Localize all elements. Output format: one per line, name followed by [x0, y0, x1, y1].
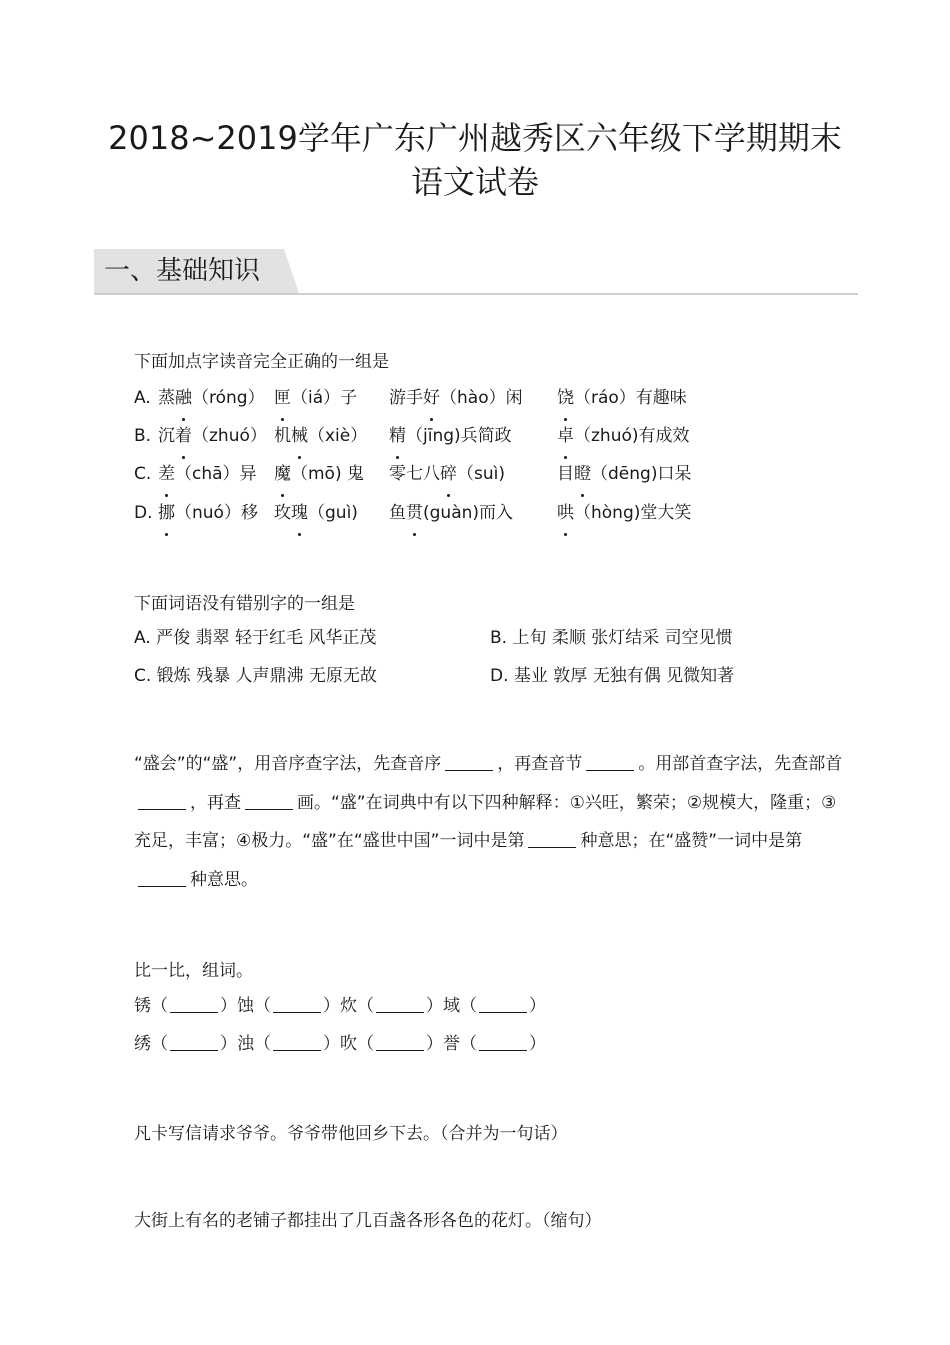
q4-char: ） — [529, 1034, 546, 1054]
dotted-character: 匣 — [274, 384, 291, 412]
q1-word — [274, 422, 367, 450]
q3-text-2: ，再查音节 — [497, 754, 583, 774]
word-text: （ráo）有趣味 — [574, 388, 687, 408]
dotted-character: 哄 — [557, 499, 574, 527]
word-text: （hòng)堂大笑 — [574, 503, 692, 523]
word-text: （zhuó)有成效 — [574, 426, 690, 446]
q4-char: ）浊（ — [220, 1034, 271, 1054]
option-label: A. — [134, 388, 151, 408]
q2-option-d: D. 基业 敦厚 无独有偶 见微知著 — [490, 666, 735, 686]
q1-word — [274, 460, 364, 488]
dotted-character: 贯 — [406, 499, 423, 527]
q4-stem: 比一比，组词。 — [134, 961, 253, 981]
word-text: 蒸 — [158, 388, 175, 408]
q1-word — [557, 499, 691, 527]
word-text: 玫 — [274, 503, 291, 523]
dotted-character: 精 — [389, 422, 406, 450]
q1-stem: 下面加点字读音完全正确的一组是 — [134, 352, 389, 372]
q1-word — [274, 384, 357, 412]
q1-word — [158, 422, 267, 450]
q4-char: ）域（ — [426, 996, 477, 1016]
word-text: （iá）子 — [291, 388, 358, 408]
dotted-character: 差 — [158, 460, 175, 488]
option-label: C. — [134, 464, 152, 484]
section-title: 一、基础知识 — [104, 256, 261, 286]
dotted-character: 挪 — [158, 499, 175, 527]
q1-word — [557, 422, 690, 450]
dotted-character: 瑰 — [291, 499, 308, 527]
section-divider — [94, 293, 858, 295]
dotted-character: 着 — [175, 422, 192, 450]
word-text: （zhuó） — [192, 426, 267, 446]
q6-text: 大街上有名的老铺子都挂出了几百盏各形各色的花灯。（缩句） — [134, 1211, 602, 1231]
document-title — [60, 116, 890, 204]
title-line-2: 语文试卷 — [410, 163, 539, 201]
answer-blank[interactable] — [273, 1034, 321, 1051]
option-label: D. — [134, 503, 153, 523]
answer-blank[interactable] — [586, 754, 634, 771]
q4-char: ）誉（ — [426, 1034, 477, 1054]
answer-blank[interactable] — [528, 831, 576, 848]
answer-blank[interactable] — [170, 996, 218, 1013]
word-text: 零七八 — [389, 464, 440, 484]
q3-paragraph — [134, 745, 849, 899]
section-header — [94, 249, 858, 295]
q5-text: 凡卡写信请求爷爷。爷爷带他回乡下去。（合并为一句话） — [134, 1124, 568, 1144]
q2-option-c: C. 锻炼 残暴 人声鼎沸 无原无故 — [134, 666, 377, 686]
dotted-character: 好 — [423, 384, 440, 412]
q3-text-6: 种意思；在“盛赞”一词中是第 — [580, 831, 803, 851]
q1-word — [389, 499, 513, 527]
answer-blank[interactable] — [479, 996, 527, 1013]
answer-blank[interactable] — [170, 1034, 218, 1051]
q1-word — [158, 384, 265, 412]
answer-blank[interactable] — [445, 754, 493, 771]
answer-blank[interactable] — [479, 1034, 527, 1051]
q1-word — [557, 460, 691, 488]
word-text: （xiè） — [308, 426, 368, 446]
answer-blank[interactable] — [245, 793, 293, 810]
q1-word — [557, 384, 687, 412]
word-text: （guì) — [308, 503, 358, 523]
q2-option-a: A. 严俊 翡翠 轻于红毛 风华正茂 — [134, 628, 377, 648]
word-text: 机 — [274, 426, 291, 446]
q1-word — [389, 422, 512, 450]
q3-text-5: 画。“盛”在词典中有以下四种解释：①兴旺，繁荣；②规模大，隆重；③充足，丰富；④极力。“盛”在“盛世中国”一词中是第 — [134, 792, 837, 851]
word-text: （dēng)口呆 — [591, 464, 692, 484]
word-text: (guàn)而入 — [423, 503, 514, 523]
q4-row-2 — [134, 1030, 546, 1058]
word-text: （mō) 鬼 — [291, 464, 364, 484]
title-line-1: 2018~2019学年广东广州越秀区六年级下学期期末 — [108, 119, 842, 157]
q4-char: 绣（ — [134, 1034, 168, 1054]
dotted-character: 卓 — [557, 422, 574, 450]
q3-text-1: “盛会”的“盛”，用音序查字法，先查音序 — [134, 754, 442, 774]
answer-blank[interactable] — [273, 996, 321, 1013]
q4-char: ） — [529, 996, 546, 1016]
word-text: 游手 — [389, 388, 423, 408]
dotted-character: 械 — [291, 422, 308, 450]
dotted-character: 瞪 — [574, 460, 591, 488]
dotted-character: 碎 — [440, 460, 457, 488]
answer-blank[interactable] — [376, 996, 424, 1013]
word-text: （róng） — [192, 388, 265, 408]
q4-char: ）炊（ — [323, 996, 374, 1016]
q4-char: 锈（ — [134, 996, 168, 1016]
word-text: （nuó）移 — [175, 503, 258, 523]
word-text: （chā）异 — [175, 464, 257, 484]
word-text: （hào）闲 — [440, 388, 523, 408]
word-text: （suì) — [457, 464, 505, 484]
q4-char: ）吹（ — [323, 1034, 374, 1054]
q1-word — [158, 460, 257, 488]
q1-word — [389, 460, 505, 488]
q3-text-3: 。用部首查字法，先查部首 — [638, 754, 843, 774]
option-label: B. — [134, 426, 152, 446]
dotted-character: 饶 — [557, 384, 574, 412]
answer-blank[interactable] — [376, 1034, 424, 1051]
q2-option-b: B. 上旬 柔顺 张灯结采 司空见惯 — [490, 628, 733, 648]
q3-text-4: ，再查 — [190, 792, 241, 813]
word-text: 沉 — [158, 426, 175, 446]
answer-blank[interactable] — [138, 870, 186, 887]
dotted-character: 融 — [175, 384, 192, 412]
q4-char: ）蚀（ — [220, 996, 271, 1016]
q3-text-7: 种意思。 — [190, 869, 258, 890]
word-text: 鱼 — [389, 503, 406, 523]
word-text: （jīng)兵简政 — [406, 426, 512, 446]
q4-row-1 — [134, 992, 546, 1020]
q2-stem: 下面词语没有错别字的一组是 — [134, 594, 355, 614]
word-text: 目 — [557, 464, 574, 484]
q1-word — [274, 499, 358, 527]
q1-word — [158, 499, 258, 527]
answer-blank[interactable] — [138, 793, 186, 810]
dotted-character: 魔 — [274, 460, 291, 488]
q1-word — [389, 384, 523, 412]
